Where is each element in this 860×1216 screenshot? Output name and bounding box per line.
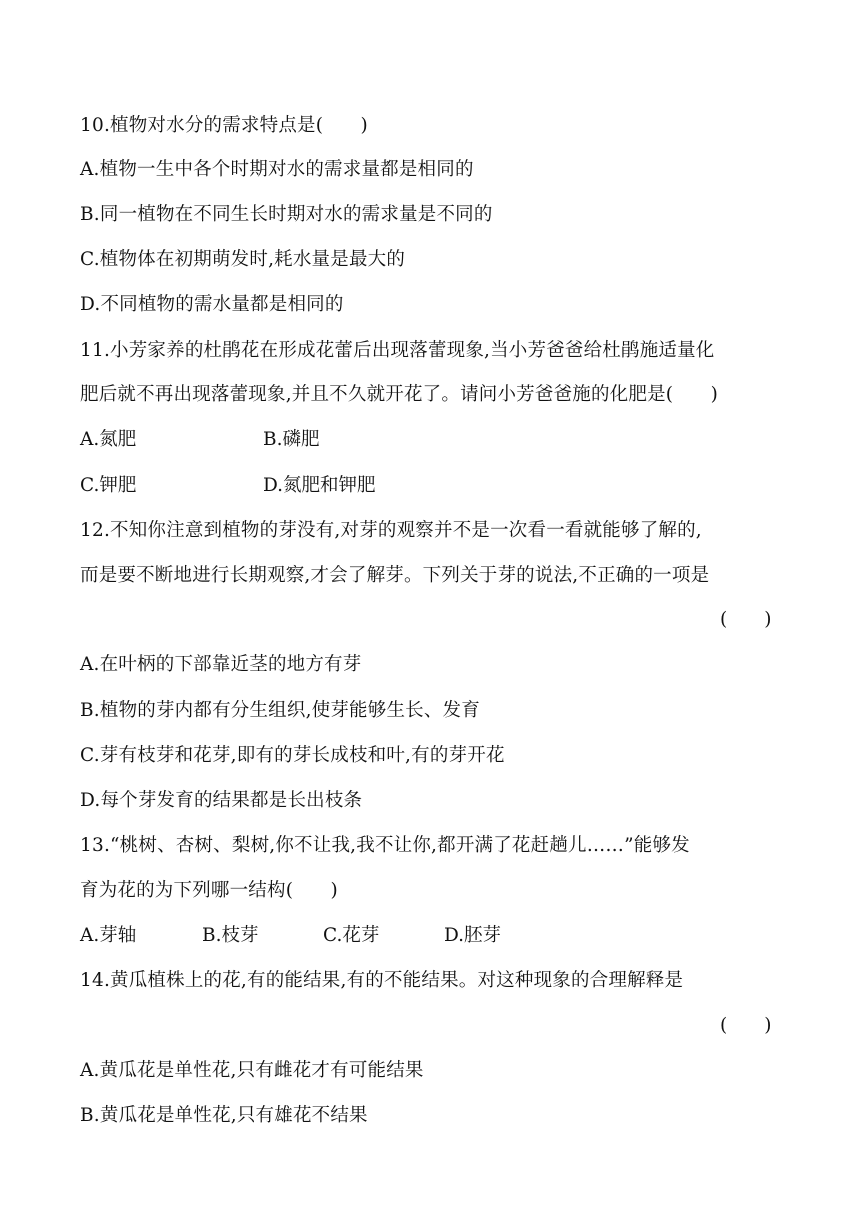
q12-option-d: D.每个芽发育的结果都是长出枝条 [80, 790, 363, 811]
q11-stem-line2: 肥后就不再出现落蕾现象,并且不久就开花了。请问小芳爸爸施的化肥是( ) [80, 384, 719, 405]
q11-stem-line1: 11.小芳家养的杜鹃花在形成花蕾后出现落蕾现象,当小芳爸爸给杜鹃施适量化 [80, 340, 715, 361]
q11-option-d: D.氮肥和钾肥 [263, 475, 376, 496]
q12-stem-line1: 12.不知你注意到植物的芽没有,对芽的观察并不是一次看一看就能够了解的, [80, 520, 702, 541]
q12-option-a: A.在叶柄的下部靠近茎的地方有芽 [80, 654, 362, 675]
q12-answer-paren: ( ) [720, 609, 772, 630]
q10-option-a: A.植物一生中各个时期对水的需求量都是相同的 [80, 159, 474, 180]
q13-option-b: B.枝芽 [202, 925, 259, 946]
q10-option-b: B.同一植物在不同生长时期对水的需求量是不同的 [80, 204, 493, 225]
q12-option-c: C.芽有枝芽和花芽,即有的芽长成枝和叶,有的芽开花 [80, 745, 505, 766]
q11-option-b: B.磷肥 [263, 429, 320, 450]
q13-option-d: D.胚芽 [444, 925, 502, 946]
q12-option-b: B.植物的芽内都有分生组织,使芽能够生长、发育 [80, 700, 480, 721]
q10-stem: 10.植物对水分的需求特点是( ) [80, 115, 368, 136]
q14-answer-paren: ( ) [720, 1015, 772, 1036]
q14-stem: 14.黄瓜植株上的花,有的能结果,有的不能结果。对这种现象的合理解释是 [80, 970, 684, 991]
q14-option-b: B.黄瓜花是单性花,只有雄花不结果 [80, 1105, 368, 1126]
q10-option-d: D.不同植物的需水量都是相同的 [80, 294, 344, 315]
q11-option-a: A.氮肥 [80, 429, 137, 450]
q12-stem-line2: 而是要不断地进行长期观察,才会了解芽。下列关于芽的说法,不正确的一项是 [80, 565, 710, 586]
q13-stem-line1: 13.“桃树、杏树、梨树,你不让我,我不让你,都开满了花赶趟儿……”能够发 [80, 835, 690, 856]
q10-option-c: C.植物体在初期萌发时,耗水量是最大的 [80, 249, 406, 270]
q13-stem-line2: 育为花的为下列哪一结构( ) [80, 880, 338, 901]
q13-option-c: C.花芽 [323, 925, 380, 946]
q11-option-c: C.钾肥 [80, 475, 137, 496]
q14-option-a: A.黄瓜花是单性花,只有雌花才有可能结果 [80, 1060, 424, 1081]
q13-option-a: A.芽轴 [80, 925, 137, 946]
